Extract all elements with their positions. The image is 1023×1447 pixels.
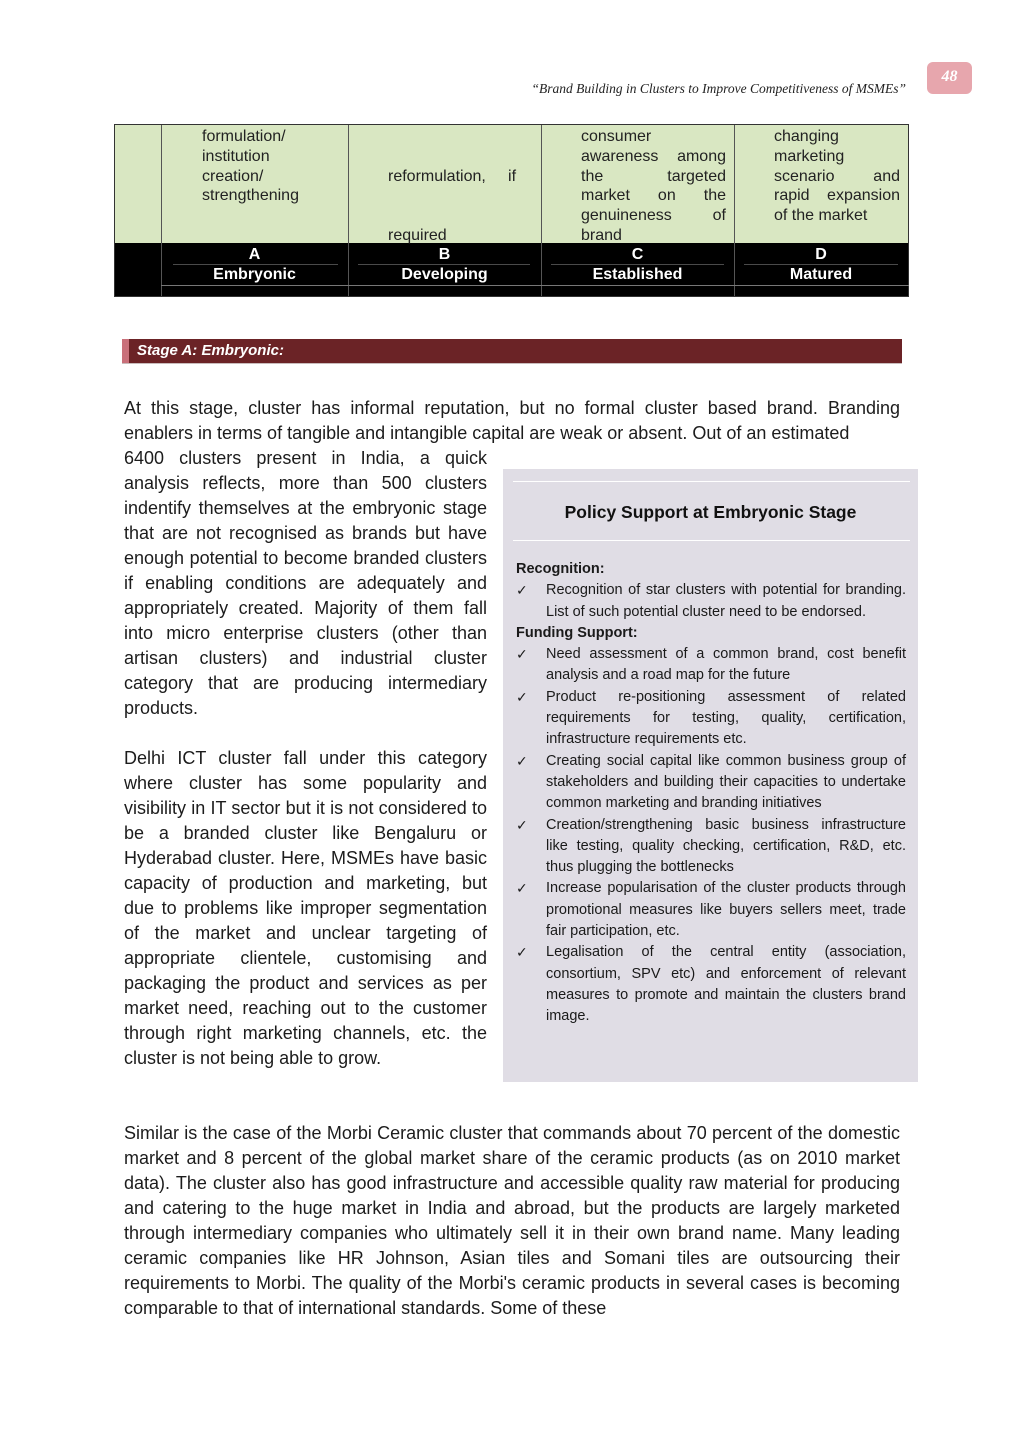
table-rule (161, 285, 909, 286)
stage-c-description: consumer awareness among the targeted market on the genuineness of brand (581, 128, 726, 244)
stage-d-description: changing marketing scenario and rapid expansion of the market (774, 128, 900, 225)
funding-heading: Funding Support: (516, 624, 638, 641)
list-item: ✓ Need assessment of a common brand, cost benefit analysis and a road map for the future (516, 646, 906, 684)
checkmark-icon: ✓ (516, 816, 528, 833)
policy-box-title: Policy Support at Embryonic Stage (564, 502, 857, 522)
list-item: ✓ Recognition of star clusters with potential for branding. List of such potential cluster need to be endorsed. (516, 582, 906, 620)
list-item: ✓ Creating social capital like common business group of stakeholders and building their capacities to undertake common marketing and branding initiatives (516, 752, 906, 812)
paragraph-morbi: Similar is the case of the Morbi Ceramic cluster that commands about 70 percent of the domestic market and 8 percent of the global market share of the ceramic products (as on 2010 market data). The cluster also has good infrastructure and accessible quality raw material for producing and catering to the huge market in India and abroad, but the products are largely marketed through intermediary companies who ultimately sell it in their own brand name. Many leading ceramic companies like HR Johnson, Asian tiles and Somani tiles are outsourcing their requirements to Morbi. The quality of the Morbi's ceramic products in several cases is becoming comparable to that of international standards. Some of these (124, 1123, 900, 1318)
paragraph-delhi-ict: Delhi ICT cluster fall under this category where cluster has some popularity and visibility in IT sector but it is not considered to be a branded cluster like Bengaluru or Hyderabad cluster. Here, MSMEs have basic capacity of production and marketing, but due to problems like improper segmentation of the market and unclear targeting of appropriate clientele, customising and packaging the product and services as per market need, reaching out to the customer through right marketing channels, etc. the cluster is not being able to grow. (124, 748, 487, 1068)
checkmark-icon: ✓ (516, 582, 528, 599)
paragraph-intro-continued: 6400 clusters present in India, a quick analysis reflects, more than 500 clusters indentify themselves at the embryonic stage that are not recognised as brands but have enough potential to become branded clusters if enabling conditions are adequately and appropriately created. Majority of them fall into micro enterprise clusters (other than artisan clusters) and industrial cluster category that are producing intermediary products. (124, 448, 487, 718)
page-number: 48 (927, 62, 972, 94)
list-item: ✓ Increase popularisation of the cluster products through promotional measures like buyers sellers meet, trade fair participation, etc. (516, 880, 906, 940)
list-item: ✓ Product re-positioning assessment of related requirements for testing, quality, certification, infrastructure requirements etc. (516, 688, 906, 748)
box-rule (513, 540, 910, 541)
paragraph-intro: At this stage, cluster has informal reputation, but no formal cluster based brand. Branding enablers in terms of tangible and intangible capital are weak or absent. Out of an estimated (124, 398, 900, 443)
stage-table (114, 124, 909, 297)
stage-b-description: reformulation, if required (388, 167, 517, 244)
stage-a-name: Embryonic (213, 266, 296, 283)
list-item: ✓ Legalisation of the central entity (association, consortium, SPV etc) and enforcement of relevant measures to promote and maintain the clusters brand image. (516, 944, 906, 1025)
checkmark-icon: ✓ (516, 688, 528, 705)
checkmark-icon: ✓ (516, 752, 528, 769)
recognition-heading: Recognition: (516, 561, 605, 577)
running-header: “Brand Building in Clusters to Improve Competitiveness of MSMEs” (531, 81, 906, 96)
stage-c-name: Established (592, 266, 683, 283)
stage-a-description: formulation/ institution creation/ strengthening (202, 128, 299, 205)
stage-d-letter: D (815, 246, 827, 263)
policy-box-content (516, 559, 906, 1028)
stage-b-name: Developing (401, 266, 488, 283)
section-heading-bar (122, 339, 902, 363)
checkmark-icon: ✓ (516, 880, 528, 897)
checkmark-icon: ✓ (516, 646, 528, 663)
list-item: ✓ Creation/strengthening basic business infrastructure like testing, quality checking, certification, R&D, etc. thus plugging the bottlenecks (516, 816, 906, 876)
stage-d-name: Matured (789, 266, 853, 283)
stage-c-letter: C (631, 246, 644, 263)
checkmark-icon: ✓ (516, 944, 528, 961)
box-rule (513, 481, 910, 482)
policy-support-box (503, 469, 918, 1082)
section-title: Stage A: Embryonic: (137, 342, 284, 359)
stage-b-letter: B (438, 246, 451, 263)
stage-a-letter: A (248, 246, 261, 263)
